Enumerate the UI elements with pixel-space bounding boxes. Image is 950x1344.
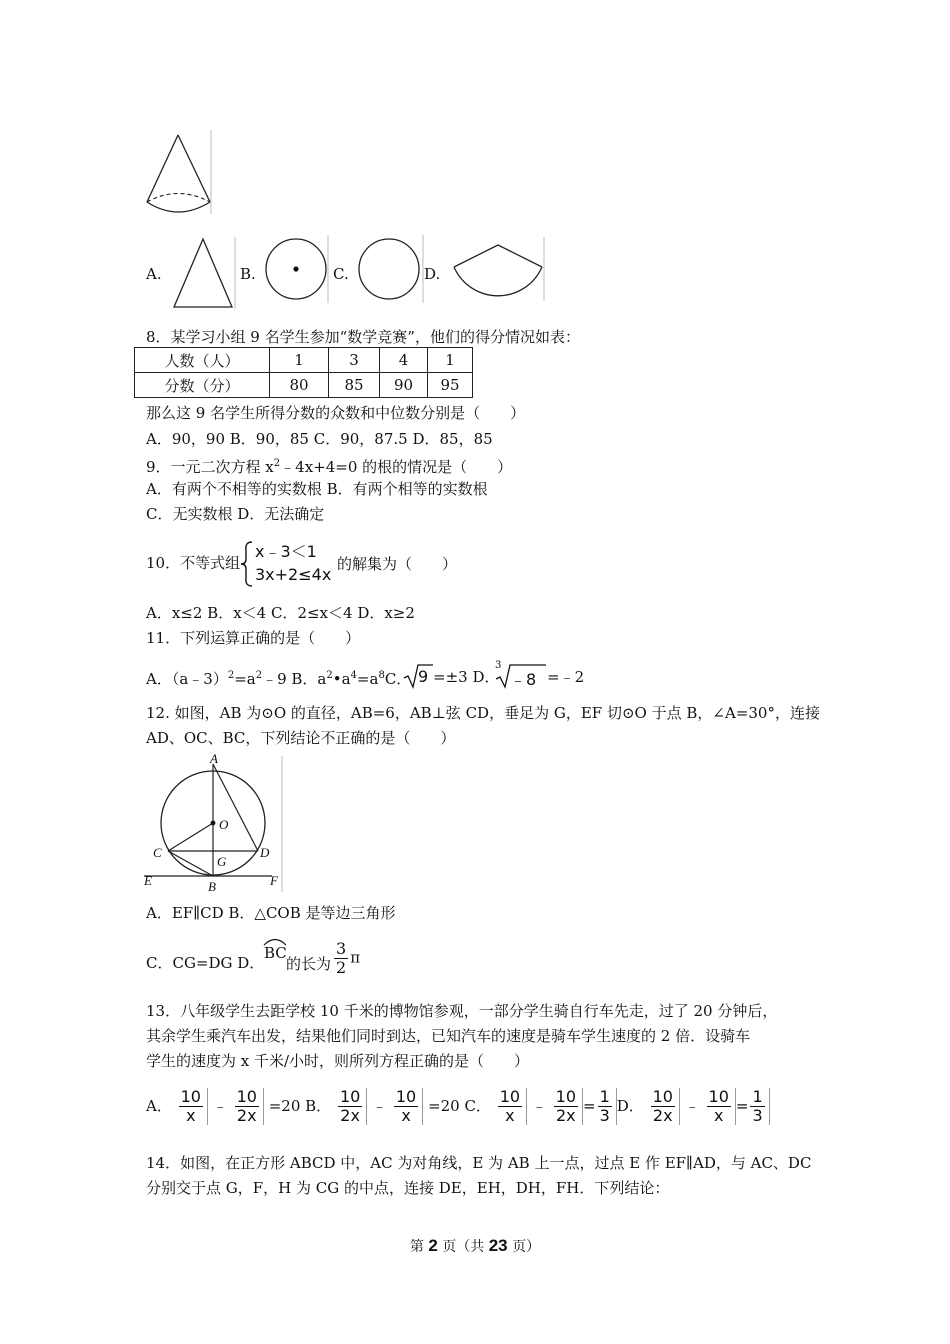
q11-opt-a-mid: =a (234, 670, 256, 688)
q11-opt-b-sup3: 8 (378, 670, 385, 681)
triangle-view (168, 237, 238, 312)
q13-a-post: =20 B． (268, 1097, 332, 1115)
q11-opt-a-pre: A．（a﹣3） (146, 670, 228, 688)
fraction-numerator: 10 (708, 1087, 729, 1106)
q11-stem: 11．下列运算正确的是（ ） (146, 629, 361, 647)
point-label-g: G (217, 854, 227, 869)
fraction-numerator: 10 (180, 1087, 201, 1106)
q10-inequality-2: 3x+2≤4x (255, 565, 332, 584)
fraction-denominator: x (713, 1106, 724, 1125)
brace-icon (240, 540, 254, 588)
minus-sign: ﹣ (372, 1097, 388, 1115)
fraction-numerator: 10 (652, 1087, 673, 1106)
q11-opt-a-post: ﹣9 B．a (262, 670, 327, 688)
sector-view (448, 237, 548, 305)
fraction (498, 1088, 522, 1125)
q9-stem-pre: 9．一元二次方程 x (146, 458, 274, 476)
q11-opt-d-radicand: ﹣8 (510, 670, 537, 689)
q11-opt-b-sup2: 4 (350, 670, 357, 681)
fraction-numerator: 10 (339, 1087, 361, 1106)
q11-opt-c-post: =±3 D． (433, 668, 500, 686)
total-pages: 23 (488, 1236, 508, 1255)
q11-options (146, 666, 411, 689)
fraction-denominator: x (186, 1106, 196, 1125)
q9-options-line2: C．无实数根 D．无法确定 (146, 505, 325, 523)
q12-arc-label: BC (264, 944, 287, 962)
q8-stem: 8．某学习小组 9 名学生参加“数学竞赛”，他们的得分情况如表： (146, 328, 580, 346)
fraction-numerator: 3 (336, 939, 347, 958)
q13-options (146, 1088, 770, 1125)
table-cell: 1 (428, 348, 473, 373)
table-cell: 3 (329, 348, 380, 373)
fraction-numerator: 10 (555, 1087, 576, 1106)
fraction (334, 940, 348, 977)
q9-stem-sup: 2 (273, 458, 281, 469)
circle-view (355, 235, 425, 305)
equals-sign: = (583, 1097, 596, 1115)
q12-fraction (332, 940, 360, 977)
fraction (651, 1088, 675, 1125)
q11-opt-b-mid: •a (332, 670, 351, 688)
table-cell: 4 (380, 348, 428, 373)
fraction-denominator: 2x (555, 1106, 576, 1125)
q13-opt-a: A． (146, 1097, 172, 1115)
table-cell: 90 (380, 373, 428, 398)
q12-stem-line2: AD、OC、BC，下列结论不正确的是（ ） (146, 729, 456, 747)
fraction (554, 1088, 578, 1125)
q9-options-line1: A．有两个不相等的实数根 B．有两个相等的实数根 (146, 480, 488, 498)
q14-stem-line1: 14．如图，在正方形 ABCD 中，AC 为对角线，E 为 AB 上一点，过点 E 作 EF∥AD，与 AC、DC (146, 1154, 812, 1172)
q10-stem-post: 的解集为（ ） (337, 555, 458, 573)
q10-options: A．x≤2 B．x＜4 C．2≤x＜4 D．x≥2 (146, 604, 415, 622)
point-label-f: F (270, 873, 278, 888)
fraction (598, 1088, 612, 1125)
fraction-denominator: 2x (236, 1106, 257, 1125)
fraction-denominator: 3 (752, 1106, 763, 1125)
table-cell: 80 (270, 373, 329, 398)
q13-stem-line3: 学生的速度为 x 千米/小时，则所列方程正确的是（ ） (146, 1052, 530, 1070)
footer-pre: 第 (409, 1239, 429, 1255)
q11-opt-a-sup2: 2 (255, 670, 263, 681)
q11-opt-b-mid2: =a (356, 670, 379, 688)
fraction (235, 1088, 259, 1125)
fraction (338, 1088, 362, 1125)
table-cell: 分数（分） (135, 373, 270, 398)
q11-opt-c-radicand: 9 (418, 667, 429, 686)
q7-option-b-label: B. (240, 265, 256, 283)
q13-stem-line2: 其余学生乘汽车出发，结果他们同时到达，已知汽车的速度是骑车学生速度的 2 倍．设骑车 (146, 1027, 751, 1045)
q12-opt-c: C．CG=DG D． (146, 954, 265, 972)
q7-option-a-label: A. (146, 265, 162, 283)
fraction-denominator: x (505, 1106, 515, 1125)
fraction-denominator: 2x (340, 1106, 360, 1125)
q7-option-c-label: C. (333, 265, 349, 283)
q8-options: A．90，90 B．90，85 C．90，87.5 D．85，85 (146, 430, 493, 448)
minus-sign: ﹣ (212, 1097, 228, 1115)
point-label-a: A (210, 751, 218, 766)
circle-geometry-figure (140, 752, 290, 897)
minus-sign: ﹣ (684, 1097, 700, 1115)
point-label-c: C (153, 845, 162, 860)
table-row (135, 348, 473, 373)
fraction (179, 1088, 203, 1125)
q13-c-post: D． (616, 1097, 644, 1115)
fraction (750, 1088, 764, 1125)
q11-opt-c: C． (384, 670, 412, 688)
footer-mid: 页（共 (437, 1239, 489, 1255)
fraction-denominator: 2 (336, 958, 347, 977)
point-label-o: O (219, 817, 229, 832)
q9-stem-post: ﹣4x+4=0 的根的情况是（ ） (280, 458, 513, 476)
q13-b-post: =20 C． (428, 1097, 491, 1115)
page-footer (0, 1236, 950, 1256)
point-label-d: D (260, 845, 270, 860)
table-cell: 1 (270, 348, 329, 373)
q12-options-line1: A．EF∥CD B．△COB 是等边三角形 (146, 904, 396, 922)
q14-stem-line2: 分别交于点 G，F，H 为 CG 的中点，连接 DE，EH，DH，FH．下列结论： (146, 1179, 670, 1197)
fraction-denominator: 2x (652, 1106, 673, 1125)
fraction-denominator: 3 (599, 1106, 610, 1125)
q7-option-d-label: D. (424, 265, 441, 283)
footer-post: 页） (507, 1239, 541, 1255)
fraction-denominator: x (401, 1106, 411, 1125)
table-cell: 85 (329, 373, 380, 398)
q11-opt-a-sup: 2 (227, 670, 235, 681)
score-table (134, 347, 473, 398)
table-cell: 95 (428, 373, 473, 398)
q10-inequality-1: x﹣3＜1 (255, 542, 317, 561)
page-number: 2 (428, 1236, 438, 1255)
q12-arc-post: 的长为 (286, 955, 332, 973)
circle-with-center-view (262, 235, 330, 305)
point-label-b: B (208, 879, 216, 894)
cone-figure (140, 130, 220, 220)
q11-opt-d-index: 3 (495, 660, 502, 671)
q10-stem-pre: 10．不等式组 (146, 554, 241, 572)
fraction-numerator: 10 (499, 1087, 521, 1106)
pi-symbol: π (350, 948, 361, 967)
fraction-numerator: 10 (236, 1087, 257, 1106)
q9-stem (146, 454, 512, 477)
table-cell: 人数（人） (135, 348, 270, 373)
fraction-numerator: 1 (599, 1087, 610, 1106)
equals-sign: = (735, 1097, 749, 1115)
fraction-numerator: 1 (752, 1087, 763, 1106)
fraction-numerator: 10 (395, 1087, 417, 1106)
minus-sign: ﹣ (531, 1097, 547, 1115)
point-label-e: E (144, 873, 152, 888)
table-row (135, 373, 473, 398)
q11-opt-b-sup1: 2 (326, 670, 333, 681)
q12-stem-line1: 12. 如图，AB 为⊙O 的直径，AB=6，AB⊥弦 CD，垂足为 G，EF 切⊙O 于点 B，∠A=30°，连接 (146, 704, 820, 722)
q11-opt-d-post: =﹣2 (547, 668, 585, 686)
q13-stem-line1: 13．八年级学生去距学校 10 千米的博物馆参观，一部分学生骑自行车先走，过了 20 分钟后， (146, 1002, 778, 1020)
fraction (707, 1088, 731, 1125)
q8-question: 那么这 9 名学生所得分数的众数和中位数分别是（ ） (146, 404, 526, 422)
fraction (394, 1088, 418, 1125)
